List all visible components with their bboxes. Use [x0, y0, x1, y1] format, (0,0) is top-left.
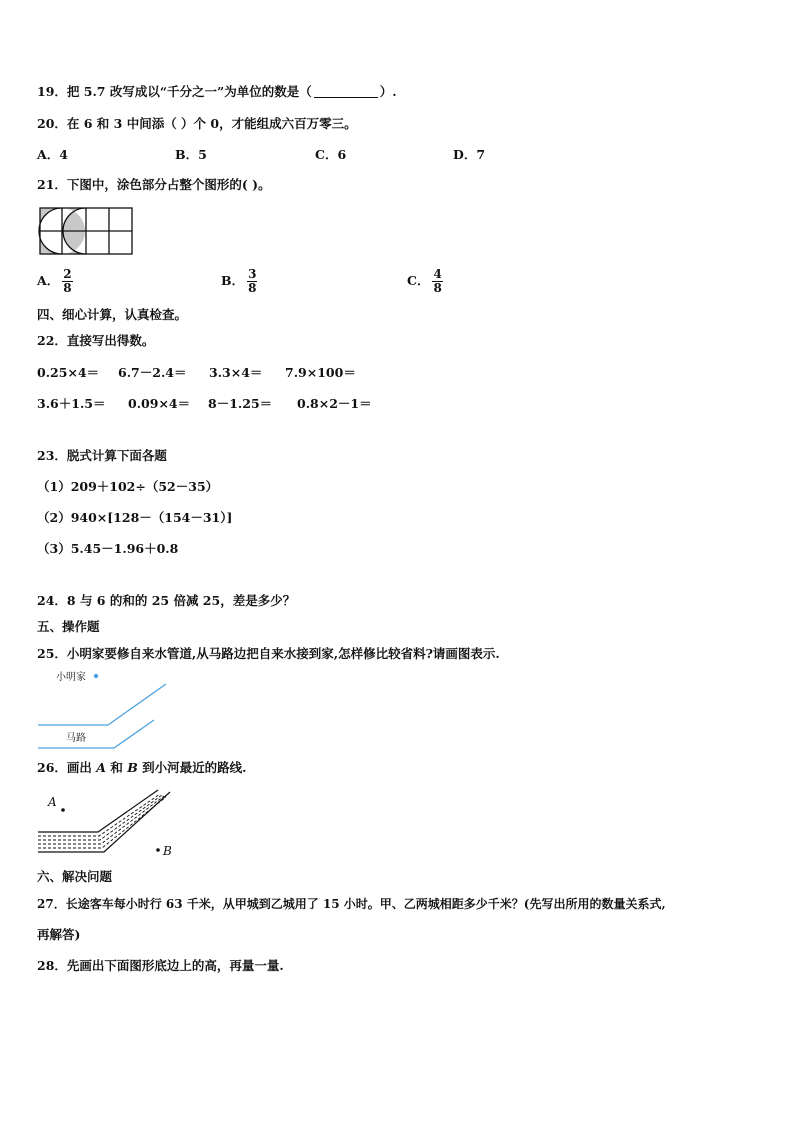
calc-item: 7.9×100＝ [285, 365, 356, 380]
q21-shaded-grid-figure [38, 208, 134, 256]
calc-item: 3.6＋1.5＝ [37, 396, 106, 411]
question-21: 21．下图中，涂色部分占整个图形的( )。 [37, 177, 271, 192]
q23-item-3: （3）5.45－1.96＋0.8 [37, 541, 179, 556]
point-b-dot [156, 848, 160, 852]
question-23: 23．脱式计算下面各题 [37, 448, 167, 463]
q20-option-a[interactable]: A．4 [37, 147, 68, 162]
question-19 [37, 84, 397, 100]
q25-road-diagram [36, 668, 168, 750]
question-24: 24．8 与 6 的和的 25 倍减 25，差是多少？ [37, 593, 296, 608]
section-4-heading: 四、细心计算，认真检查。 [37, 307, 188, 322]
section-6-heading: 六、解决问题 [37, 869, 113, 884]
q19-text-end: ）. [379, 84, 397, 99]
q23-item-1: （1）209＋102÷（52－35） [37, 479, 219, 494]
river-banks [38, 790, 170, 852]
question-25: 25．小明家要修自来水管道,从马路边把自来水接到家,怎样修比较省料?请画图表示. [37, 646, 500, 661]
question-28: 28．先画出下面图形底边上的高，再量一量. [37, 958, 284, 973]
section-5-heading: 五、操作题 [37, 619, 100, 634]
point-b-label: B [127, 760, 138, 775]
q21-option-a[interactable]: A． $\frac{2}{8}$ [37, 267, 72, 295]
q19-answer-blank[interactable] [314, 85, 378, 98]
road-label: 马路 [66, 733, 86, 744]
fraction: $\frac{3}{8}$ [248, 267, 257, 295]
road-edges [38, 684, 166, 748]
q21-option-c[interactable]: C． $\frac{4}{8}$ [407, 267, 442, 295]
point-a-text: A [48, 795, 57, 809]
q20-option-b[interactable]: B．5 [175, 147, 207, 162]
calc-item: 6.7－2.4＝ [118, 365, 187, 380]
q21-option-b[interactable]: B． $\frac{3}{8}$ [221, 267, 257, 295]
point-a-label: A [96, 760, 106, 775]
house-label: 小明家 [56, 672, 86, 683]
question-22: 22．直接写出得数。 [37, 333, 155, 348]
calc-item: 0.8×2－1＝ [297, 396, 372, 411]
q26-river-diagram [36, 788, 176, 860]
question-27-line-2: 再解答) [37, 927, 81, 942]
q20-option-d[interactable]: D．7 [453, 147, 486, 162]
point-a-dot [61, 808, 65, 812]
q19-text: 19．把 5.7 改写成以“千分之一”为单位的数是（ [37, 84, 312, 99]
point-b-text: B [163, 844, 172, 858]
calc-item: 3.3×4＝ [209, 365, 263, 380]
river-water [38, 794, 166, 848]
fraction: $\frac{4}{8}$ [433, 267, 442, 295]
fraction: $\frac{2}{8}$ [63, 267, 72, 295]
q20-option-c[interactable]: C．6 [315, 147, 347, 162]
question-20: 20．在 6 和 3 中间添（ ）个 0，才能组成六百万零三。 [37, 116, 357, 131]
calc-item: 8－1.25＝ [208, 396, 273, 411]
q23-item-2: （2）940×[128－（154－31）] [37, 510, 233, 525]
question-27-line-1: 27．长途客车每小时行 63 千米，从甲城到乙城用了 15 小时。甲、乙两城相距多少千米？(先写出所用的数量关系式, [37, 897, 666, 911]
grid-lines [39, 208, 132, 254]
question-26: 26．画出 A 和 B 到小河最近的路线. [37, 760, 247, 775]
calc-item: 0.09×4＝ [128, 396, 191, 411]
house-dot [94, 674, 98, 678]
calc-item: 0.25×4＝ [37, 365, 100, 380]
